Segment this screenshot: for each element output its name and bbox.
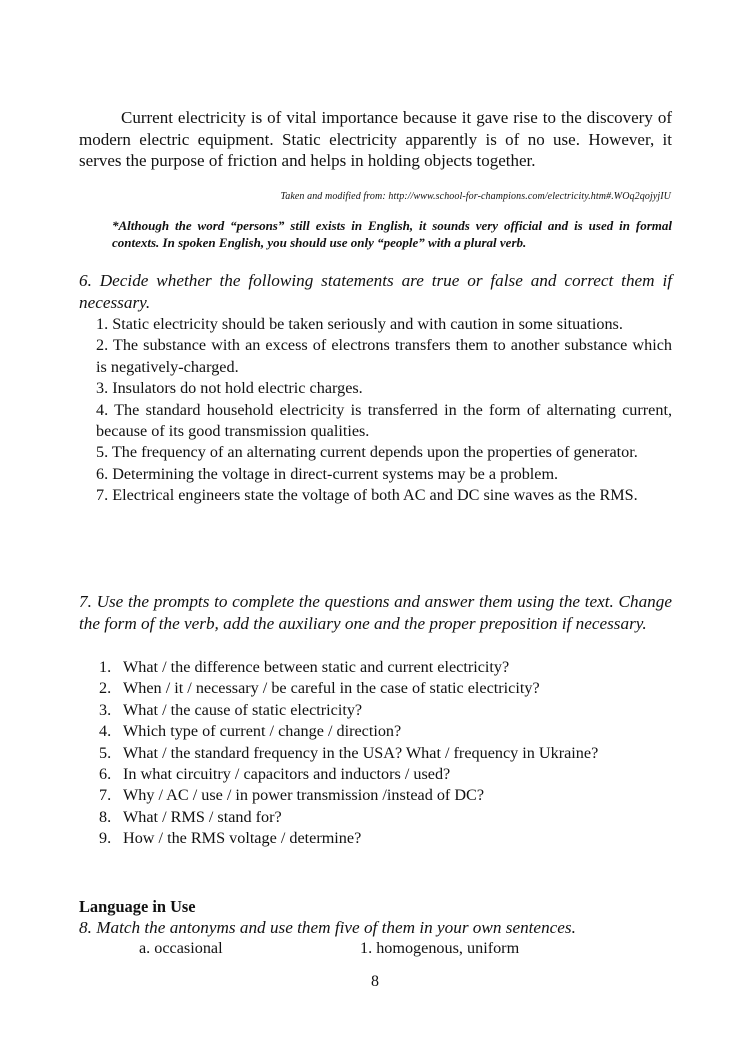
source-citation: Taken and modified from: http://www.school-for-champions.com/electricity.htm#.WOq2qojyjIU (280, 191, 671, 202)
list-item: 4. The standard household electricity is transferred in the form of alternating current, because of its good transmission qualities. (96, 400, 672, 441)
item-number: 6. (99, 765, 112, 784)
antonym-left-item: a. occasional (139, 939, 223, 957)
item-number: 8. (99, 807, 112, 826)
list-item (99, 700, 672, 721)
item-text: How / the RMS voltage / determine? (123, 829, 362, 848)
item-number: 5. (99, 743, 112, 762)
item-text: What / RMS / stand for? (123, 807, 282, 826)
item-number: 2. (99, 679, 112, 698)
list-item (99, 657, 672, 678)
footnote: *Although the word “persons” still exists in English, it sounds very official and is used in formal contexts. In spoken English, you should use only “people” with a plural verb. (112, 218, 672, 250)
exercise-6-list (96, 314, 672, 507)
exercise-6-title: 6. Decide whether the following statements are true or false and correct them if necessary. (79, 271, 672, 312)
item-number: 4. (99, 722, 112, 741)
list-item (99, 721, 672, 742)
item-text: In what circuitry / capacitors and inductors / used? (123, 765, 451, 784)
exercise-7-list (99, 657, 672, 850)
section-heading: Language in Use (79, 897, 196, 916)
item-text: Why / AC / use / in power transmission /instead of DC? (123, 786, 485, 805)
item-text: What / the cause of static electricity? (123, 700, 363, 719)
list-item (99, 828, 672, 849)
list-item (99, 785, 672, 806)
list-item: 5. The frequency of an alternating current depends upon the properties of generator. (96, 443, 638, 462)
list-item: 2. The substance with an excess of electrons transfers them to another substance which is negatively-charged. (96, 336, 672, 376)
page-number: 8 (371, 973, 379, 990)
list-item (99, 764, 672, 785)
antonym-right-item: 1. homogenous, uniform (360, 939, 520, 957)
exercise-8-title: 8. Match the antonyms and use them five of them in your own sentences. (79, 918, 576, 937)
list-item (99, 743, 672, 764)
list-item (99, 807, 672, 828)
item-number: 9. (99, 829, 112, 848)
list-item (99, 678, 672, 699)
item-text: Which type of current / change / direction? (123, 722, 402, 741)
item-text: What / the difference between static and current electricity? (123, 658, 510, 676)
item-number: 7. (99, 786, 112, 805)
list-item: 3. Insulators do not hold electric charges. (96, 379, 363, 398)
list-item: 7. Electrical engineers state the voltage of both AC and DC sine waves as the RMS. (96, 486, 638, 505)
list-item: 6. Determining the voltage in direct-current systems may be a problem. (96, 464, 559, 483)
exercise-7-title: 7. Use the prompts to complete the questions and answer them using the text. Change the form of the verb, add the auxiliary one and the proper preposition if necessary. (79, 592, 672, 633)
item-text: When / it / necessary / be careful in the case of static electricity? (123, 679, 540, 698)
item-number: 3. (99, 700, 112, 719)
intro-paragraph: Current electricity is of vital importance because it gave rise to the discovery of modern electric equipment. Static electricity apparently is of no use. However, it serves the purpose of friction and helps in holding objects together. (79, 108, 672, 171)
item-number: 1. (99, 658, 112, 676)
list-item: 1. Static electricity should be taken seriously and with caution in some situations. (96, 315, 623, 333)
item-text: What / the standard frequency in the USA? What / frequency in Ukraine? (123, 743, 599, 762)
